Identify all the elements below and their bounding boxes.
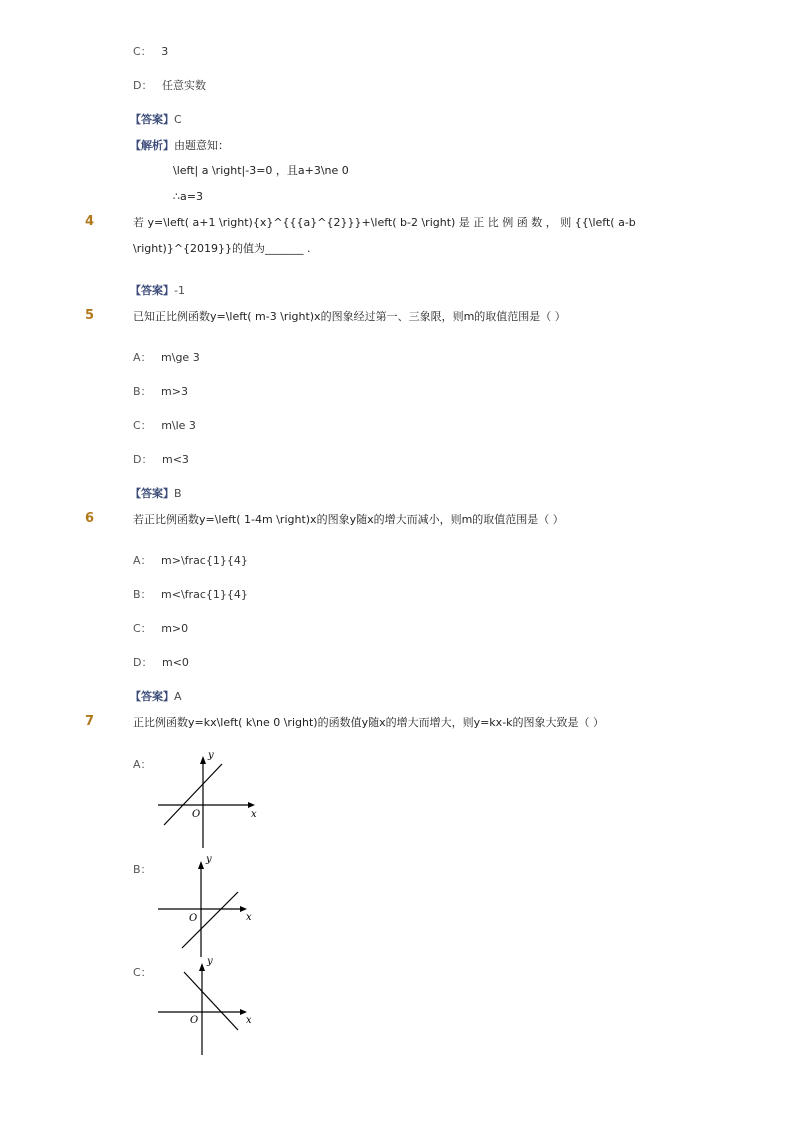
option-label: C：: [133, 419, 152, 432]
option-d: [133, 78, 206, 94]
question-text: 若正比例函数y=\left( 1-4m \right)x的图象y随x的增大而减小，则m的取值范围是（ ）: [133, 513, 564, 526]
x-axis-label: x: [246, 1015, 252, 1026]
origin-label: O: [189, 913, 198, 924]
question-number: 5: [85, 308, 95, 323]
option-c: [133, 621, 188, 637]
graph-option-c: [150, 952, 270, 1066]
option-label: A：: [133, 351, 152, 364]
option-a: [133, 350, 200, 366]
option-label: A：: [133, 554, 152, 567]
option-label: B：: [133, 588, 152, 601]
answer-tag: 【答案】: [130, 487, 174, 500]
y-axis-arrow-icon: [199, 963, 205, 971]
y-axis-label: y: [207, 956, 213, 967]
option-a-label: [133, 757, 152, 773]
option-label: C：: [133, 45, 152, 58]
question-number: 7: [85, 714, 95, 729]
answer-value: C: [174, 113, 182, 126]
y-axis-arrow-icon: [198, 861, 204, 869]
option-a: [133, 553, 248, 569]
question-text: 若 y=\left( a+1 \right){x}^{{{a}^{2}}}+\left( b-2 \right) 是 正 比 例 函 数 ， 则 {{\left( a-b: [133, 216, 636, 229]
option-value: m\le 3: [161, 419, 196, 432]
question-number: 6: [85, 511, 95, 526]
origin-label: O: [192, 809, 201, 820]
option-b: [133, 587, 248, 603]
analysis-line-2: ∴a=3: [173, 190, 203, 203]
answer-row: [130, 112, 182, 128]
answer-tag: 【答案】: [130, 690, 174, 703]
option-d: [133, 655, 189, 671]
option-value: m<0: [161, 656, 189, 669]
option-label: B：: [133, 385, 152, 398]
option-label: D：: [133, 656, 153, 669]
answer-tag: 【答案】: [130, 113, 174, 126]
option-label: D：: [133, 453, 153, 466]
question-text: 已知正比例函数y=\left( m-3 \right)x的图象经过第一、三象限，则m的取值范围是（ ）: [133, 310, 566, 323]
answer-value: B: [174, 487, 182, 500]
option-c-label: [133, 965, 152, 981]
answer-tag: 【答案】: [130, 284, 174, 297]
option-c: [133, 44, 168, 60]
option-value: m<3: [161, 453, 189, 466]
x-axis-label: x: [246, 912, 252, 923]
y-axis-label: y: [208, 750, 214, 761]
answer-value: A: [174, 690, 182, 703]
option-b: [133, 384, 188, 400]
option-value: 3: [161, 45, 169, 58]
x-axis-arrow-icon: [248, 802, 255, 808]
answer-value: -1: [174, 284, 185, 297]
question-text-cont: \right)}^{2019}}的值为_______ .: [133, 242, 311, 255]
option-value: m\ge 3: [161, 351, 200, 364]
graph-b-svg: [150, 850, 270, 960]
y-axis-arrow-icon: [200, 756, 206, 764]
answer-row: [130, 283, 185, 299]
option-value: 任意实数: [161, 79, 206, 92]
option-d: [133, 452, 189, 468]
option-label: A：: [133, 758, 152, 771]
option-label: B：: [133, 863, 152, 876]
option-c: [133, 418, 196, 434]
question-text: 正比例函数y=kx\left( k\ne 0 \right)的函数值y随x的增大而增大，则y=kx-k的图象大致是（ ）: [133, 716, 605, 729]
analysis-row: [130, 138, 229, 154]
option-b-label: [133, 862, 152, 878]
y-axis-label: y: [206, 854, 212, 865]
option-value: m>0: [161, 622, 189, 635]
analysis-intro: 由题意知：: [174, 139, 229, 152]
option-label: C：: [133, 966, 152, 979]
x-axis-label: x: [251, 809, 257, 820]
graph-option-b: [150, 850, 270, 964]
analysis-tag: 【解析】: [130, 139, 174, 152]
option-value: m>\frac{1}{4}: [161, 554, 248, 567]
option-label: C：: [133, 622, 152, 635]
graph-a-svg: [150, 745, 270, 855]
option-label: D：: [133, 79, 153, 92]
option-value: m>3: [161, 385, 188, 398]
graph-c-svg: [150, 952, 270, 1062]
graph-option-a: [150, 745, 270, 859]
question-number: 4: [85, 214, 95, 229]
option-value: m<\frac{1}{4}: [161, 588, 248, 601]
answer-row: [130, 486, 182, 502]
answer-row: [130, 689, 182, 705]
analysis-line-1: \left| a \right|-3=0 ，且a+3\ne 0: [173, 164, 349, 177]
origin-label: O: [190, 1015, 199, 1026]
